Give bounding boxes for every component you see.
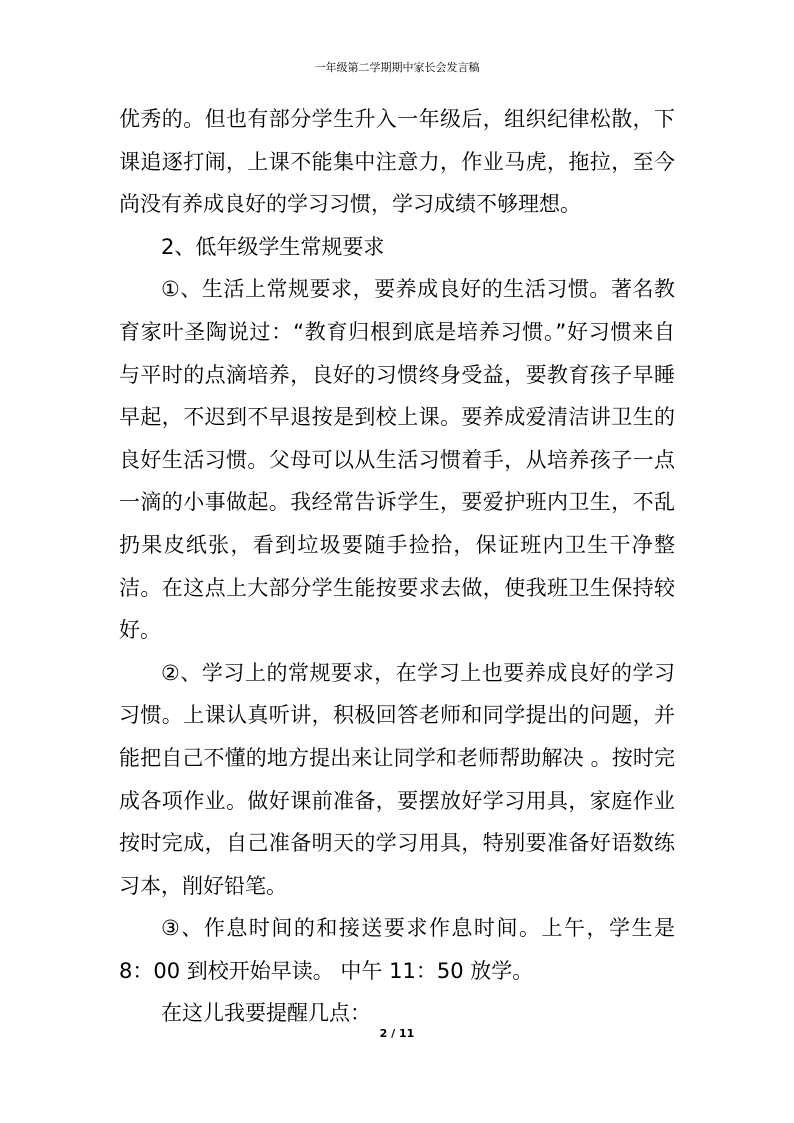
paragraph-continuation: 优秀的。但也有部分学生升入一年级后，组织纪律松散，下课追逐打闹，上课不能集中注意力，作业马虎，拖拉，至今尚没有养成良好的学习习惯，学习成绩不够理想。 bbox=[119, 107, 675, 217]
document-body bbox=[119, 98, 675, 1035]
section-heading: 2、低年级学生常规要求 bbox=[161, 234, 385, 259]
page-number: 2 / 11 bbox=[379, 1027, 415, 1040]
paragraph-schedule: ③、作息时间的和接送要求作息时间。上午，学生是 8：00 到校开始早读。 中午 11：50 放学。 bbox=[119, 916, 675, 983]
paragraph-life-habits: ①、生活上常规要求，要养成良好的生活习惯。著名教育家叶圣陶说过：“教育归根到底是培养习惯。”好习惯来自与平时的点滴培养，良好的习惯终身受益，要教育孩子早睡早起，不迟到不早退按是到校上课。要养成爱清洁讲卫生的良好生活习惯。父母可以从生活习惯着手，从培养孩子一点一滴的小事做起。我经常告诉学生，要爱护班内卫生，不乱扔果皮纸张，看到垃圾要随手捡拾，保证班内卫生干净整洁。在这点上大部分学生能按要求去做，使我班卫生保持较好。 bbox=[119, 277, 675, 643]
paragraph-reminders: 在这儿我要提醒几点： bbox=[161, 1001, 371, 1026]
page-header: 一年级第二学期期中家长会发言稿 bbox=[314, 61, 480, 74]
paragraph-study-habits: ②、学习上的常规要求，在学习上也要养成良好的学习习惯。上课认真听讲，积极回答老师和同学提出的问题，并能把自己不懂的地方提出来让同学和老师帮助解决 。按时完成各项作业。做好课前准备，要摆放好学习用具，家庭作业按时完成，自己准备明天的学习用具，特别要准备好语数练习本，削好铅笔。 bbox=[119, 660, 675, 898]
